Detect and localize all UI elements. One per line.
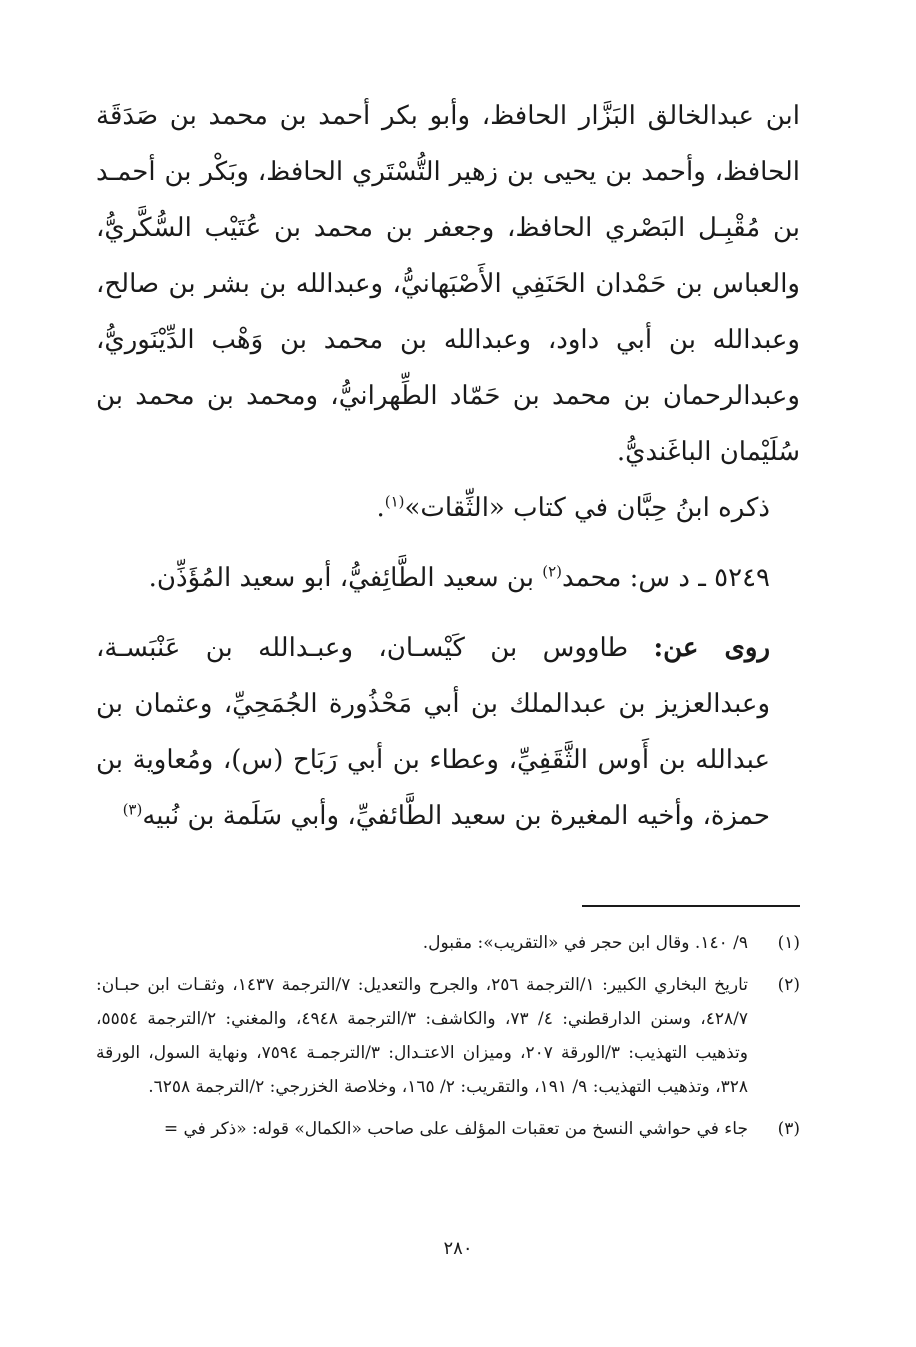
rawa-paragraph — [96, 620, 800, 844]
entry-name: بن سعيد الطَّائِفيُّ، أبو سعيد المُؤَذِّن. — [148, 563, 543, 593]
ibn-hibban-text: ذكره ابنُ حِبَّان في كتاب «الثِّقات» — [404, 493, 770, 523]
ibn-hibban-end: . — [376, 493, 385, 523]
footnote-3 — [96, 1112, 800, 1146]
footnote-text: جاء في حواشي النسخ من تعقبات المؤلف على صاحب «الكمال» قوله: «ذكر في = — [163, 1119, 748, 1139]
rawa-text: طاووس بن كَيْسـان، وعبـدالله بن عَنْبَسـة، وعبدالعزيز بن عبدالملك بن أبي مَحْذُورة الجُمَحِيِّ، وعثمان بن عبدالله بن أَوس الثَّقَفِيِّ، وعطاء بن أبي رَبَاح (س)، ومُعاوية بن حمزة، وأخيه المغيرة بن سعيد الطَّائفيِّ، وأبي سَلَمة بن نُبيه — [96, 633, 770, 831]
footnote-text: تاريخ البخاري الكبير: ١/الترجمة ٢٥٦، والجرح والتعديل: ٧/الترجمة ١٤٣٧، وثقـات ابن حبـان: ٤٢٨/٧، وسنن الدارقطني: ٤/ ٧٣، والكاشف: ٣/الترجمة ٤٩٤٨، والمغني: ٢/الترجمة ٥٥٥٤، وتذهيب التهذيب: ٣/الورقة ٢٠٧، وميزان الاعتـدال: ٣/الترجمـة ٧٥٩٤، ونهاية السول، الورقة ٣٢٨، وتذهيب التهذيب: ٩/ ١٩١، والتقريب: ٢/ ١٦٥، وخلاصة الخزرجي: ٢/الترجمة ٦٢٥٨. — [96, 975, 749, 1097]
entry-heading-paragraph — [96, 550, 800, 606]
ibn-hibban-paragraph — [96, 480, 800, 536]
entry-heading: ٥٢٤٩ ـ د س: محمد — [562, 563, 770, 593]
footnote-number: (١) — [777, 933, 800, 953]
narrators-paragraph — [96, 88, 800, 480]
footnote-ref-2[interactable]: (٢) — [542, 562, 562, 581]
footnotes — [96, 926, 800, 1154]
footnote-1 — [96, 926, 800, 960]
footnote-ref-3[interactable]: (٣) — [122, 800, 143, 819]
footnote-number: (٣) — [777, 1119, 800, 1139]
footnote-separator — [582, 905, 800, 907]
footnote-2 — [96, 968, 800, 1104]
footnote-number: (٢) — [777, 975, 800, 995]
rawa-label: روى عن: — [653, 633, 770, 663]
footnote-ref-1[interactable]: (١) — [384, 492, 405, 511]
main-text — [96, 88, 800, 844]
footnote-text: ٩/ ١٤٠. وقال ابن حجر في «التقريب»: مقبول. — [422, 933, 748, 953]
page-number: ٢٨٠ — [443, 1238, 473, 1259]
narrators-text: ابن عبدالخالق البَزَّار الحافظ، وأبو بكر أحمد بن محمد بن صَدَقَة الحافظ، وأحمد بن يحيى بن زهير التُّسْتَري الحافظ، وبَكْر بن أحمـد بن مُقْبِـل البَصْري الحافظ، وجعفر بن محمد بن عُتَيْب السُّكَّريُّ، والعباس بن حَمْدان الحَنَفِي الأَصْبَهانيُّ، وعبدالله بن بشر بن صالح، وعبدالله بن أبي داود، وعبدالله بن محمد بن وَهْب الدِّيْنَوريُّ، وعبدالرحمان بن محمد بن حَمّاد الطِّهرانيُّ، ومحمد بن محمد بن سُلَيْمان الباغَنديُّ. — [96, 101, 800, 467]
